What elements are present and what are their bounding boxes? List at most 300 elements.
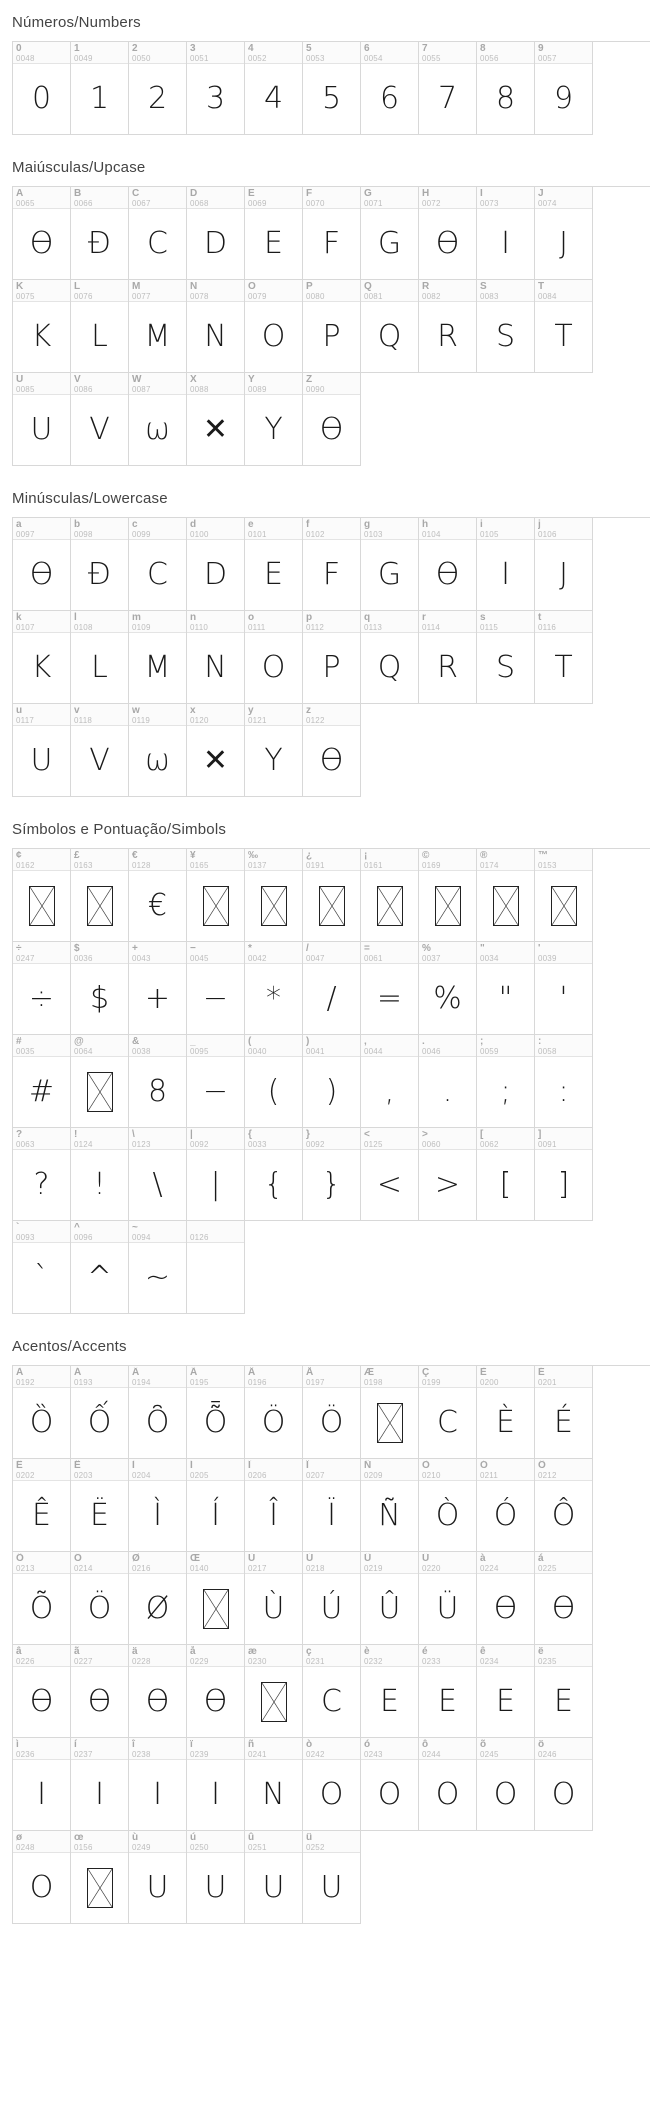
glyph-cell[interactable] xyxy=(187,704,245,797)
glyph-char-label: 8 xyxy=(480,43,486,54)
glyph-cell[interactable] xyxy=(187,849,245,942)
glyph-code-label: 0051 xyxy=(190,54,209,63)
glyph-cell-header xyxy=(71,942,128,964)
glyph-char-label: ~ xyxy=(132,1222,138,1233)
glyph-cell[interactable] xyxy=(187,942,245,1035)
glyph-cell[interactable] xyxy=(361,187,419,280)
glyph-cell-header xyxy=(71,704,128,726)
glyph-cell[interactable] xyxy=(477,1645,535,1738)
glyph-cell-header xyxy=(13,187,70,209)
glyph-char-label: K xyxy=(16,281,24,292)
glyph-cell[interactable] xyxy=(477,611,535,704)
glyph-code-label: 0197 xyxy=(306,1378,325,1387)
glyph-cell[interactable] xyxy=(13,1128,71,1221)
glyph-cell[interactable] xyxy=(361,611,419,704)
glyph-char-label: Y xyxy=(248,374,255,385)
glyph-cell[interactable] xyxy=(129,704,187,797)
glyph-cell[interactable] xyxy=(71,1035,129,1128)
glyph-char-label: æ xyxy=(248,1646,257,1657)
glyph-cell[interactable] xyxy=(303,1128,361,1221)
glyph-cell[interactable] xyxy=(245,1552,303,1645)
glyph-cell[interactable] xyxy=(187,1035,245,1128)
glyph-preview xyxy=(187,964,244,1034)
glyph-cell[interactable] xyxy=(419,42,477,135)
glyph-shape: 5 xyxy=(321,81,342,116)
glyph-cell[interactable] xyxy=(535,1459,593,1552)
glyph-grid xyxy=(12,186,650,466)
glyph-cell[interactable] xyxy=(187,1645,245,1738)
glyph-preview xyxy=(13,1760,70,1830)
glyph-cell[interactable] xyxy=(419,849,477,942)
glyph-cell[interactable] xyxy=(419,1738,477,1831)
glyph-cell[interactable] xyxy=(361,518,419,611)
glyph-code-label: 0118 xyxy=(74,716,93,725)
glyph-code-label: 0058 xyxy=(538,1047,557,1056)
glyph-cell[interactable] xyxy=(245,1366,303,1459)
glyph-cell[interactable] xyxy=(361,1645,419,1738)
glyph-cell[interactable] xyxy=(129,1831,187,1924)
glyph-cell[interactable] xyxy=(71,611,129,704)
glyph-code-label: 0105 xyxy=(480,530,499,539)
glyph-cell[interactable] xyxy=(187,373,245,466)
glyph-cell[interactable] xyxy=(303,1552,361,1645)
glyph-preview xyxy=(245,1057,302,1127)
glyph-cell[interactable] xyxy=(13,1366,71,1459)
glyph-cell-header xyxy=(535,1035,592,1057)
glyph-cell[interactable] xyxy=(477,1459,535,1552)
glyph-cell[interactable] xyxy=(129,1128,187,1221)
glyph-cell[interactable] xyxy=(361,1738,419,1831)
missing-glyph-icon xyxy=(377,1403,403,1443)
glyph-cell[interactable] xyxy=(303,1366,361,1459)
glyph-cell-header xyxy=(129,704,186,726)
glyph-cell[interactable] xyxy=(71,518,129,611)
glyph-cell[interactable] xyxy=(129,1035,187,1128)
glyph-cell[interactable] xyxy=(361,1366,419,1459)
glyph-cell[interactable] xyxy=(13,1459,71,1552)
glyph-cell-header xyxy=(245,849,302,871)
glyph-cell[interactable] xyxy=(303,1459,361,1552)
glyph-cell[interactable] xyxy=(477,1035,535,1128)
glyph-cell-header xyxy=(303,849,360,871)
glyph-cell[interactable] xyxy=(303,1035,361,1128)
glyph-cell[interactable] xyxy=(13,187,71,280)
glyph-cell[interactable] xyxy=(245,1831,303,1924)
glyph-cell[interactable] xyxy=(13,1552,71,1645)
glyph-cell-header xyxy=(129,1831,186,1853)
glyph-code-label: 0050 xyxy=(132,54,151,63)
glyph-cell[interactable] xyxy=(71,1221,129,1314)
glyph-code-label: 0153 xyxy=(538,861,557,870)
glyph-cell[interactable] xyxy=(13,280,71,373)
glyph-cell[interactable] xyxy=(187,1831,245,1924)
glyph-cell[interactable] xyxy=(303,704,361,797)
glyph-cell[interactable] xyxy=(71,1645,129,1738)
glyph-cell[interactable] xyxy=(71,1459,129,1552)
glyph-preview xyxy=(419,633,476,703)
glyph-cell[interactable] xyxy=(535,1128,593,1221)
glyph-cell[interactable] xyxy=(187,280,245,373)
glyph-cell[interactable] xyxy=(535,1552,593,1645)
glyph-cell[interactable] xyxy=(303,611,361,704)
glyph-preview xyxy=(187,64,244,134)
glyph-cell[interactable] xyxy=(303,1831,361,1924)
glyph-cell[interactable] xyxy=(361,1035,419,1128)
glyph-cell[interactable] xyxy=(245,1738,303,1831)
glyph-code-label: 0115 xyxy=(480,623,499,632)
glyph-code-label: 0114 xyxy=(422,623,441,632)
glyph-preview xyxy=(245,633,302,703)
glyph-cell[interactable] xyxy=(535,1645,593,1738)
glyph-shape: ( xyxy=(267,1074,280,1109)
glyph-char-label: ¥ xyxy=(190,850,196,861)
glyph-cell[interactable] xyxy=(419,1035,477,1128)
glyph-cell-header xyxy=(303,704,360,726)
glyph-cell[interactable] xyxy=(129,187,187,280)
glyph-cell[interactable] xyxy=(13,1645,71,1738)
glyph-code-label: 0213 xyxy=(16,1564,35,1573)
glyph-cell[interactable] xyxy=(71,849,129,942)
glyph-cell[interactable] xyxy=(361,942,419,1035)
glyph-cell[interactable] xyxy=(71,1552,129,1645)
glyph-cell[interactable] xyxy=(187,42,245,135)
section-title: Números/Numbers xyxy=(12,14,141,31)
glyph-cell[interactable] xyxy=(419,280,477,373)
glyph-cell[interactable] xyxy=(71,1831,129,1924)
glyph-preview xyxy=(71,633,128,703)
glyph-cell[interactable] xyxy=(129,611,187,704)
glyph-shape: ; xyxy=(500,1074,511,1109)
glyph-cell-header xyxy=(303,373,360,395)
glyph-cell[interactable] xyxy=(129,1738,187,1831)
missing-glyph-icon xyxy=(261,886,287,926)
glyph-shape: O xyxy=(261,650,286,685)
glyph-cell[interactable] xyxy=(13,1831,71,1924)
glyph-cell[interactable] xyxy=(71,187,129,280)
glyph-code-label: 0103 xyxy=(364,530,383,539)
glyph-cell[interactable] xyxy=(187,1221,245,1314)
glyph-code-label: 0193 xyxy=(74,1378,93,1387)
glyph-preview xyxy=(71,64,128,134)
glyph-cell[interactable] xyxy=(13,373,71,466)
glyph-preview xyxy=(245,1853,302,1923)
glyph-cell-header xyxy=(129,42,186,64)
glyph-cell[interactable] xyxy=(535,849,593,942)
glyph-cell[interactable] xyxy=(71,942,129,1035)
glyph-cell[interactable] xyxy=(419,187,477,280)
glyph-cell[interactable] xyxy=(245,1035,303,1128)
glyph-cell[interactable] xyxy=(13,704,71,797)
glyph-preview xyxy=(13,1388,70,1458)
glyph-cell[interactable] xyxy=(129,518,187,611)
glyph-cell-header xyxy=(535,518,592,540)
glyph-shape: V xyxy=(89,743,110,778)
glyph-char-label: X xyxy=(190,374,197,385)
glyph-code-label: 0036 xyxy=(74,954,93,963)
glyph-cell[interactable] xyxy=(303,280,361,373)
glyph-cell[interactable] xyxy=(13,518,71,611)
glyph-cell[interactable] xyxy=(477,1552,535,1645)
glyph-cell[interactable] xyxy=(187,1552,245,1645)
glyph-cell-header xyxy=(477,1552,534,1574)
glyph-cell[interactable] xyxy=(187,1738,245,1831)
glyph-cell[interactable] xyxy=(129,1552,187,1645)
glyph-preview xyxy=(361,1057,418,1127)
glyph-cell[interactable] xyxy=(245,849,303,942)
glyph-preview xyxy=(245,1574,302,1644)
glyph-cell[interactable] xyxy=(187,611,245,704)
glyph-code-label: 0056 xyxy=(480,54,499,63)
glyph-cell-header xyxy=(477,1128,534,1150)
glyph-code-label: 0137 xyxy=(248,861,267,870)
glyph-cell[interactable] xyxy=(303,42,361,135)
glyph-cell[interactable] xyxy=(71,1738,129,1831)
glyph-cell[interactable] xyxy=(245,42,303,135)
glyph-cell[interactable] xyxy=(245,373,303,466)
glyph-cell[interactable] xyxy=(71,373,129,466)
glyph-shape: K xyxy=(31,650,52,685)
glyph-cell[interactable] xyxy=(245,611,303,704)
glyph-shape: P xyxy=(322,319,341,354)
glyph-cell[interactable] xyxy=(535,1366,593,1459)
glyph-cell[interactable] xyxy=(419,1128,477,1221)
glyph-code-label: 0112 xyxy=(306,623,325,632)
glyph-cell-header xyxy=(361,1738,418,1760)
glyph-char-label: e xyxy=(248,519,254,530)
glyph-cell[interactable] xyxy=(303,187,361,280)
glyph-code-label: 0052 xyxy=(248,54,267,63)
glyph-cell[interactable] xyxy=(361,42,419,135)
glyph-cell-header xyxy=(361,849,418,871)
glyph-preview xyxy=(13,633,70,703)
glyph-shape: Ô xyxy=(551,1498,576,1533)
glyph-char-label: d xyxy=(190,519,197,530)
glyph-code-label: 0033 xyxy=(248,1140,267,1149)
glyph-code-label: 0038 xyxy=(132,1047,151,1056)
glyph-cell[interactable] xyxy=(245,187,303,280)
glyph-char-label: _ xyxy=(190,1036,196,1047)
glyph-char-label: ñ xyxy=(248,1739,255,1750)
glyph-cell[interactable] xyxy=(245,1645,303,1738)
glyph-cell[interactable] xyxy=(245,518,303,611)
glyph-cell[interactable] xyxy=(477,942,535,1035)
glyph-cell[interactable] xyxy=(245,280,303,373)
glyph-cell[interactable] xyxy=(477,42,535,135)
glyph-cell[interactable] xyxy=(477,518,535,611)
glyph-cell[interactable] xyxy=(361,280,419,373)
glyph-code-label: 0100 xyxy=(190,530,209,539)
glyph-cell[interactable] xyxy=(71,42,129,135)
glyph-preview xyxy=(535,302,592,372)
glyph-cell[interactable] xyxy=(419,1645,477,1738)
glyph-code-label: 0156 xyxy=(74,1843,93,1852)
glyph-code-label: 0219 xyxy=(364,1564,383,1573)
glyph-code-label: 0066 xyxy=(74,199,93,208)
glyph-cell-header xyxy=(129,1221,186,1243)
glyph-shape: N xyxy=(262,1777,285,1812)
glyph-cell[interactable] xyxy=(129,1366,187,1459)
glyph-cell[interactable] xyxy=(71,704,129,797)
glyph-cell[interactable] xyxy=(477,187,535,280)
glyph-code-label: 0212 xyxy=(538,1471,557,1480)
glyph-cell[interactable] xyxy=(129,42,187,135)
glyph-preview xyxy=(361,209,418,279)
glyph-cell[interactable] xyxy=(303,1738,361,1831)
glyph-cell[interactable] xyxy=(303,1645,361,1738)
glyph-cell[interactable] xyxy=(419,518,477,611)
glyph-code-label: 0126 xyxy=(190,1233,209,1242)
glyph-code-label: 0059 xyxy=(480,1047,499,1056)
glyph-cell[interactable] xyxy=(361,1552,419,1645)
glyph-cell[interactable] xyxy=(535,1035,593,1128)
glyph-cell-header xyxy=(187,373,244,395)
glyph-cell-header xyxy=(71,42,128,64)
glyph-char-label: 9 xyxy=(538,43,544,54)
glyph-cell[interactable] xyxy=(129,1645,187,1738)
glyph-char-label: , xyxy=(364,1036,367,1047)
glyph-char-label: H xyxy=(422,188,430,199)
glyph-preview xyxy=(187,1243,244,1313)
glyph-shape: T xyxy=(554,319,573,354)
glyph-cell[interactable] xyxy=(419,1366,477,1459)
glyph-cell-header xyxy=(477,611,534,633)
glyph-cell[interactable] xyxy=(477,1128,535,1221)
glyph-char-label: Z xyxy=(306,374,313,385)
glyph-cell[interactable] xyxy=(361,1459,419,1552)
glyph-cell[interactable] xyxy=(303,942,361,1035)
glyph-preview xyxy=(187,1853,244,1923)
glyph-cell[interactable] xyxy=(129,1221,187,1314)
glyph-cell[interactable] xyxy=(71,280,129,373)
glyph-cell[interactable] xyxy=(303,849,361,942)
glyph-cell[interactable] xyxy=(129,373,187,466)
glyph-code-label: 0200 xyxy=(480,1378,499,1387)
glyph-code-label: 0054 xyxy=(364,54,383,63)
glyph-char-label: ¢ xyxy=(16,850,22,861)
glyph-char-label: = xyxy=(364,943,370,954)
glyph-shape: Ө xyxy=(29,226,54,261)
glyph-code-label: 0055 xyxy=(422,54,441,63)
glyph-preview xyxy=(71,1760,128,1830)
glyph-cell[interactable] xyxy=(419,611,477,704)
glyph-cell-header xyxy=(187,942,244,964)
glyph-cell[interactable] xyxy=(13,1738,71,1831)
glyph-char-label: P xyxy=(306,281,313,292)
glyph-cell-header xyxy=(13,1552,70,1574)
glyph-cell[interactable] xyxy=(477,849,535,942)
glyph-cell[interactable] xyxy=(419,942,477,1035)
glyph-code-label: 0086 xyxy=(74,385,93,394)
glyph-cell[interactable] xyxy=(71,1366,129,1459)
glyph-cell[interactable] xyxy=(535,187,593,280)
glyph-cell[interactable] xyxy=(535,42,593,135)
glyph-cell[interactable] xyxy=(187,1366,245,1459)
glyph-cell[interactable] xyxy=(477,1738,535,1831)
glyph-shape: . xyxy=(442,1074,453,1109)
glyph-code-label: 0062 xyxy=(480,1140,499,1149)
glyph-code-label: 0247 xyxy=(16,954,35,963)
glyph-cell[interactable] xyxy=(13,942,71,1035)
glyph-cell[interactable] xyxy=(245,942,303,1035)
glyph-code-label: 0075 xyxy=(16,292,35,301)
glyph-preview xyxy=(245,1760,302,1830)
glyph-cell[interactable] xyxy=(13,1221,71,1314)
glyph-cell[interactable] xyxy=(303,518,361,611)
glyph-preview xyxy=(303,1481,360,1551)
glyph-grid xyxy=(12,41,650,135)
missing-glyph-icon xyxy=(493,886,519,926)
glyph-cell[interactable] xyxy=(129,942,187,1035)
glyph-cell[interactable] xyxy=(361,1128,419,1221)
glyph-code-label: 0162 xyxy=(16,861,35,870)
glyph-cell[interactable] xyxy=(129,1459,187,1552)
glyph-cell[interactable] xyxy=(245,1459,303,1552)
glyph-preview xyxy=(187,1760,244,1830)
glyph-cell[interactable] xyxy=(535,280,593,373)
glyph-cell[interactable] xyxy=(13,611,71,704)
glyph-cell[interactable] xyxy=(361,849,419,942)
glyph-cell-header xyxy=(129,1459,186,1481)
glyph-code-label: 0211 xyxy=(480,1471,499,1480)
glyph-cell[interactable] xyxy=(71,1128,129,1221)
glyph-shape: Ố xyxy=(87,1405,112,1440)
glyph-char-label: Û xyxy=(364,1553,372,1564)
glyph-code-label: 0035 xyxy=(16,1047,35,1056)
glyph-cell[interactable] xyxy=(187,1128,245,1221)
glyph-cell[interactable] xyxy=(419,1552,477,1645)
glyph-char-label: ÷ xyxy=(16,943,22,954)
glyph-cell[interactable] xyxy=(303,373,361,466)
glyph-cell[interactable] xyxy=(13,849,71,942)
glyph-cell-header xyxy=(187,280,244,302)
glyph-code-label: 0119 xyxy=(132,716,151,725)
glyph-cell[interactable] xyxy=(129,280,187,373)
glyph-shape: O xyxy=(377,1777,402,1812)
glyph-cell-header xyxy=(535,187,592,209)
glyph-char-label: ¿ xyxy=(306,850,313,861)
glyph-cell[interactable] xyxy=(245,1128,303,1221)
glyph-cell[interactable] xyxy=(187,187,245,280)
glyph-cell-header xyxy=(419,1128,476,1150)
glyph-cell[interactable] xyxy=(419,1459,477,1552)
glyph-cell[interactable] xyxy=(535,942,593,1035)
glyph-shape: D xyxy=(203,557,228,592)
glyph-cell-header xyxy=(361,42,418,64)
glyph-cell[interactable] xyxy=(187,1459,245,1552)
glyph-preview xyxy=(71,1057,128,1127)
glyph-cell[interactable] xyxy=(477,280,535,373)
glyph-cell[interactable] xyxy=(13,1035,71,1128)
glyph-cell[interactable] xyxy=(535,1738,593,1831)
glyph-cell-header xyxy=(245,373,302,395)
glyph-code-label: 0076 xyxy=(74,292,93,301)
glyph-char-label: w xyxy=(132,705,140,716)
glyph-cell[interactable] xyxy=(477,1366,535,1459)
glyph-code-label: 0242 xyxy=(306,1750,325,1759)
glyph-code-label: 0226 xyxy=(16,1657,35,1666)
glyph-cell[interactable] xyxy=(187,518,245,611)
glyph-cell[interactable] xyxy=(129,849,187,942)
glyph-cell[interactable] xyxy=(245,704,303,797)
glyph-cell[interactable] xyxy=(535,518,593,611)
glyph-cell[interactable] xyxy=(535,611,593,704)
glyph-preview xyxy=(71,1574,128,1644)
glyph-cell[interactable] xyxy=(13,42,71,135)
glyph-code-label: 0241 xyxy=(248,1750,267,1759)
glyph-code-label: 0125 xyxy=(364,1140,383,1149)
glyph-code-label: 0251 xyxy=(248,1843,267,1852)
glyph-shape: $ xyxy=(89,981,110,1016)
